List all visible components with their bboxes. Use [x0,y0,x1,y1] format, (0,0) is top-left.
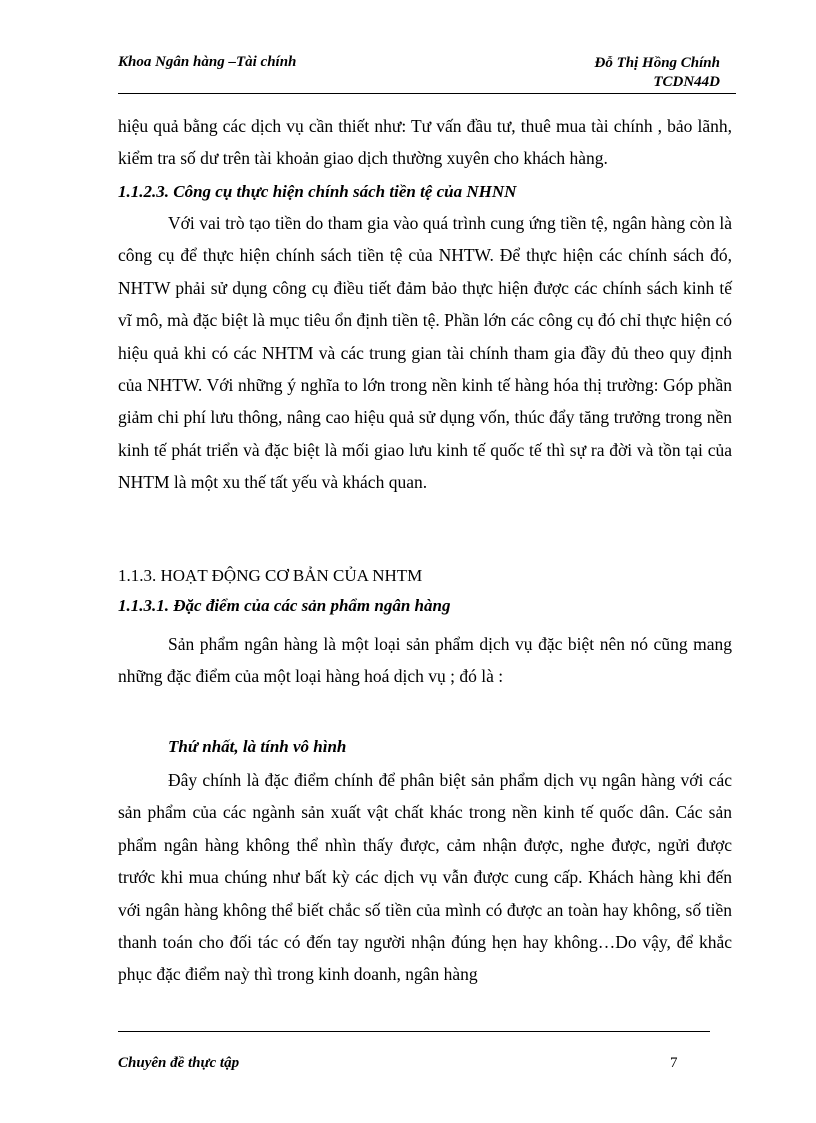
subheading-first-intangible: Thứ nhất, là tính vô hình [168,737,347,756]
paragraph-first-intangible: Đây chính là đặc điểm chính để phân biệt sản phẩm dịch vụ ngân hàng với các sản phẩm của các ngành sản xuất vật chất khác trong nền kinh tế quốc dân. Các sản phẩm ngân hàng không thể nhìn thấy được, cảm nhận được, nghe được, ngửi được trước khi mua chúng như bất kỳ các dịch vụ vẫn được cung cấp. Khách hàng khi đến với ngân hàng không thể biết chắc số tiền của mình có được an toàn hay không, số tiền thanh toán cho đối tác có đến tay người nhận đúng hẹn hay không…Do vậy, để khắc phục đặc điểm naỳ thì trong kinh doanh, ngân hàng [118,770,732,985]
paragraph-1-1-2-3: Với vai trò tạo tiền do tham gia vào quá trình cung ứng tiền tệ, ngân hàng còn là công cụ để thực hiện chính sách tiền tệ của NHTW. Để thực hiện các chính sách đó, NHTW phải sử dụng công cụ điều tiết đảm bảo thực hiện được các chính sách kinh tế vĩ mô, mà đặc biệt là mục tiêu ổn định tiền tệ. Phần lớn các công cụ đó chỉ thực hiện có hiệu quả khi có các NHTM và các trung gian tài chính tham gia đầy đủ theo quy định của NHTW. Với những ý nghĩa to lớn trong nền kinh tế hàng hóa thị trường: Góp phần giảm chi phí lưu thông, nâng cao hiệu quả sử dụng vốn, thúc đẩy tăng trưởng trong nền kinh tế phát triển và đặc biệt là mối giao lưu kinh tế quốc tế thì sự ra đời và tồn tại của NHTM là một xu thế tất yếu và khách quan. [118,213,732,493]
footer-title: Chuyên đề thực tập [118,1055,240,1071]
header-faculty: Khoa Ngân hàng –Tài chính [118,54,297,70]
heading-1-1-3-1: 1.1.3.1. Đặc điểm của các sản phẩm ngân hàng [118,596,451,615]
header-author-name: Đỗ Thị Hồng Chính [594,55,720,71]
footer-divider [118,1031,710,1032]
header-author-class: TCDN44D [653,74,720,90]
paragraph-1-1-3-1: Sản phẩm ngân hàng là một loại sản phẩm dịch vụ đặc biệt nên nó cũng mang những đặc điểm của một loại hàng hoá dịch vụ ; đó là : [118,634,732,687]
heading-1-1-3: 1.1.3. HOẠT ĐỘNG CƠ BẢN CỦA NHTM [118,566,423,585]
header-divider [118,93,736,94]
page-number: 7 [670,1055,678,1071]
header-author [560,54,720,92]
heading-1-1-2-3: 1.1.2.3. Công cụ thực hiện chính sách tiền tệ của NHNN [118,182,517,201]
paragraph-continued: hiệu quả bằng các dịch vụ cần thiết như: Tư vấn đầu tư, thuê mua tài chính , bảo lãnh, kiểm tra số dư trên tài khoản giao dịch thường xuyên cho khách hàng. [118,116,732,169]
